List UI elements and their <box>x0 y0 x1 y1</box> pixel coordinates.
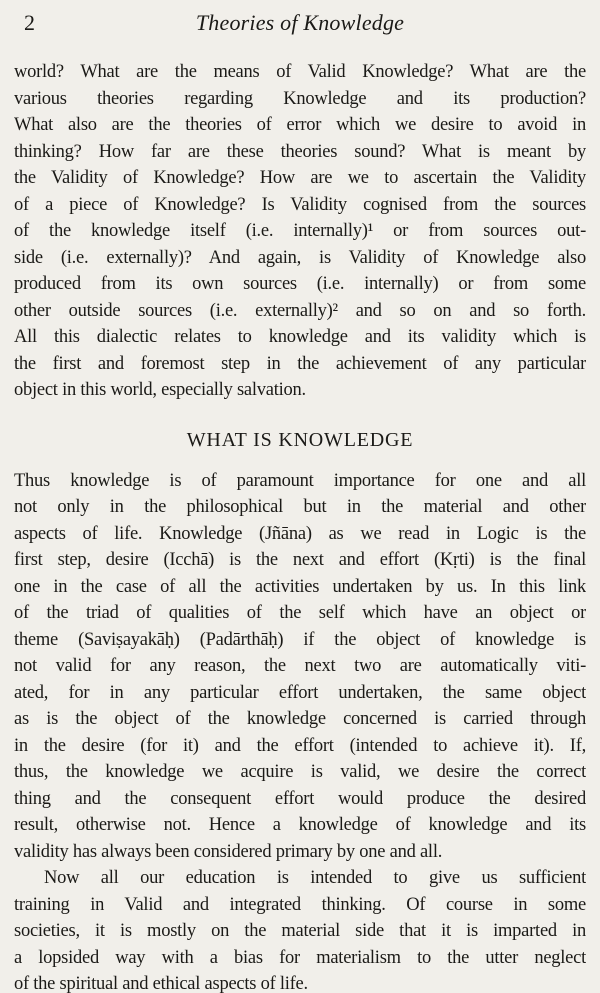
text-line: aspects of life. Knowledge (Jñāna) as we read in Logic is the <box>14 523 586 544</box>
text-line: training in Valid and integrated thinking. Of course in some <box>14 894 586 915</box>
text-line: Thus knowledge is of paramount importance for one and all <box>14 470 586 491</box>
running-title: Theories of Knowledge <box>195 10 405 35</box>
page-number: 2 <box>24 10 35 35</box>
text-line: side (i.e. externally)? And again, is Validity of Knowledge also <box>14 247 586 268</box>
text-line: of a piece of Knowledge? Is Validity cognised from the sources <box>14 194 586 215</box>
text-line: one in the case of all the activities undertaken by us. In this link <box>14 576 586 597</box>
text-line: ated, for in any particular effort undertaken, the same object <box>14 682 586 703</box>
text-line: result, otherwise not. Hence a knowledge of knowledge and its <box>14 815 586 835</box>
text-line: What also are the theories of error which we desire to avoid in <box>14 115 586 135</box>
text-line: of the knowledge itself (i.e. internally)¹ or from sources out- <box>14 221 586 241</box>
text-line: All this dialectic relates to knowledge and its validity which is <box>14 327 586 347</box>
section-heading-what-is-knowledge: WHAT IS KNOWLEDGE <box>186 428 414 451</box>
text-line: other outside sources (i.e. externally)² and so on and so forth. <box>14 300 586 321</box>
running-head <box>14 8 586 44</box>
text-line: thing and the consequent effort would produce the desired <box>14 788 586 809</box>
text-line: object in this world, especially salvation. <box>14 380 306 400</box>
text-line: Now all our education is intended to give us sufficient <box>44 868 586 888</box>
text-line: a lopsided way with a bias for materialism to the utter neglect <box>14 947 586 968</box>
text-line: first step, desire (Icchā) is the next and effort (Kṛti) is the final <box>14 550 586 570</box>
text-line: as is the object of the knowledge concerned is carried through <box>14 709 586 729</box>
text-line: the first and foremost step in the achievement of any particular <box>14 353 586 374</box>
paragraph-education <box>14 865 586 993</box>
text-line: not only in the philosophical but in the material and other <box>14 497 586 517</box>
text-line: societies, it is mostly on the material side that it is imparted in <box>14 921 586 941</box>
text-line: of the spiritual and ethical aspects of life. <box>14 974 308 993</box>
text-line: world? What are the means of Valid Knowledge? What are the <box>14 62 586 82</box>
text-line: in the desire (for it) and the effort (intended to achieve it). If, <box>14 735 586 756</box>
text-line: of the triad of qualities of the self which have an object or <box>14 603 586 623</box>
paragraph-valid-knowledge <box>14 59 586 404</box>
text-line: thus, the knowledge we acquire is valid, we desire the correct <box>14 762 586 782</box>
text-line: the Validity of Knowledge? How are we to ascertain the Validity <box>14 168 586 188</box>
text-line: produced from its own sources (i.e. internally) or from some <box>14 274 586 294</box>
text-line: thinking? How far are these theories sound? What is meant by <box>14 141 586 162</box>
text-line: validity has always been considered primary by one and all. <box>14 841 443 862</box>
text-line: theme (Saviṣayakāḥ) (Padārthāḥ) if the object of knowledge is <box>14 629 586 650</box>
text-line: not valid for any reason, the next two are automatically viti- <box>14 656 586 676</box>
page-body <box>14 59 586 993</box>
text-line: various theories regarding Knowledge and its production? <box>14 88 586 109</box>
paragraph-knowledge-importance <box>14 468 586 866</box>
